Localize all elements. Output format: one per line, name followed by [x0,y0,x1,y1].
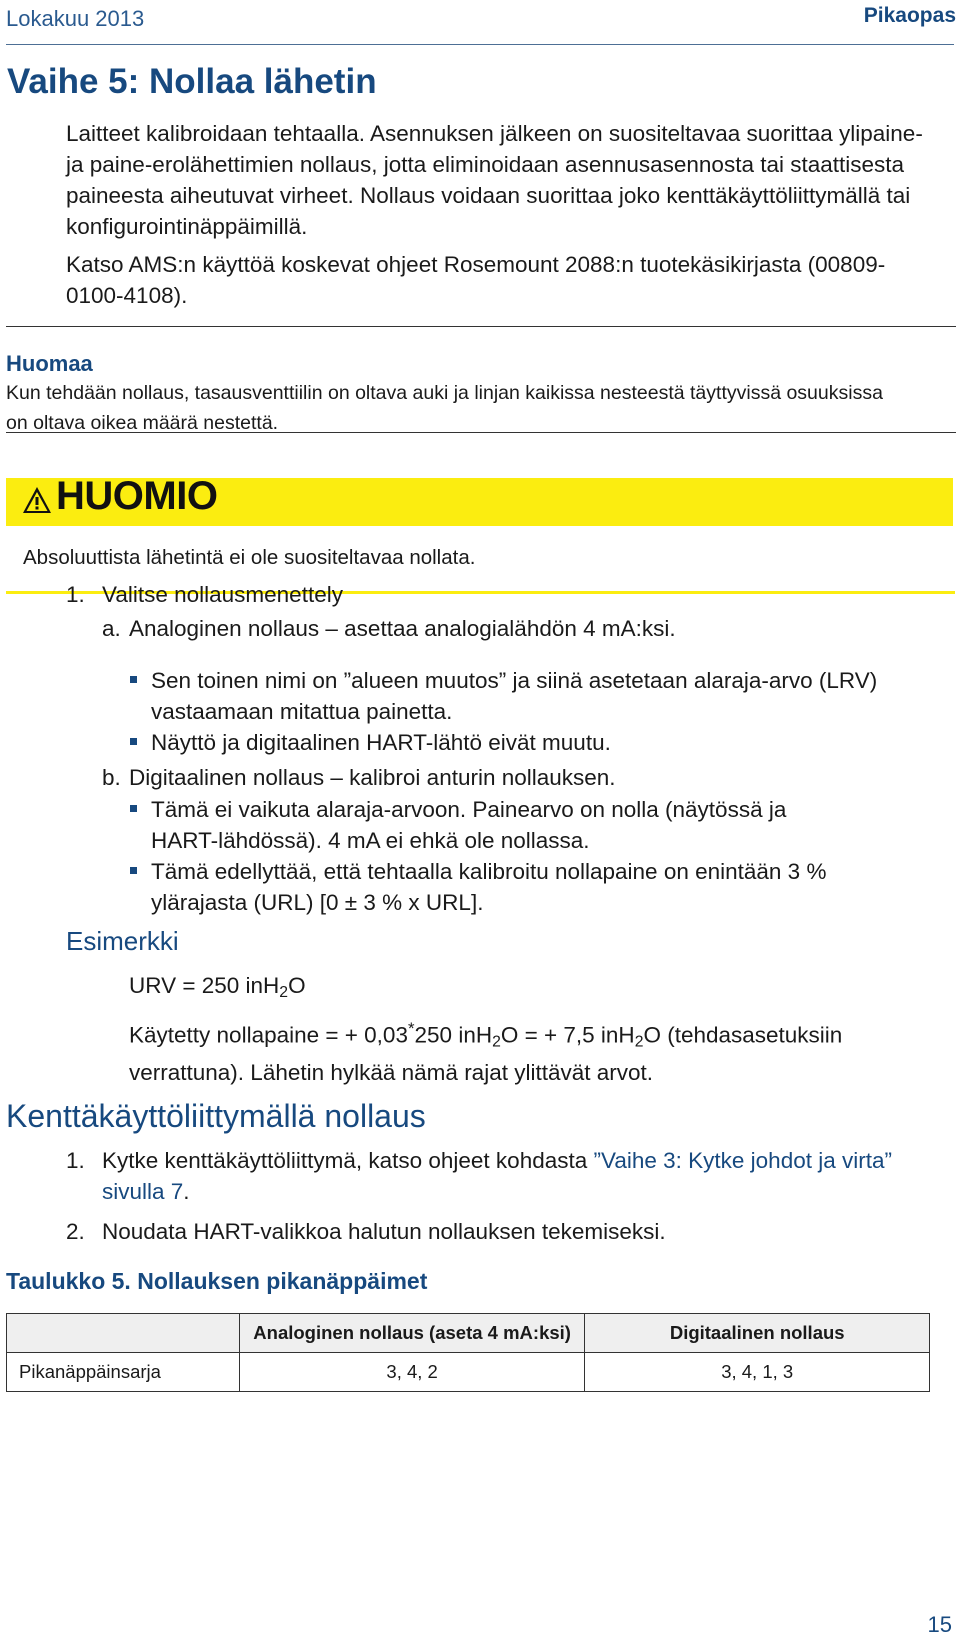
example-title: Esimerkki [66,926,179,956]
example-zero-pressure: Käytetty nollapaine = + 0,03*250 inH$_2$O = + 7,5 inH$_2$O (tehdasasetuksiin verrattuna). Lähetin hylkää nämä rajat ylittävät arvot. [129,1019,843,1086]
table-cell-analog: 3, 4, 2 [239,1353,585,1392]
warning-triangle-icon [22,486,52,514]
substep-b-text: Digitaalinen nollaus – kalibroi anturin nollauksen. [129,765,616,790]
section2-step-1: Kytke kenttäkäyttöliittymä, katso ohjeet kohdasta ”Vaihe 3: Kytke johdot ja virta” sivulla 7. [102,1148,892,1204]
table-header [7,1314,240,1353]
page-title: Vaihe 5: Nollaa lähetin [7,62,377,101]
example-urv: URV = 250 inH$_2$O [129,973,306,1001]
table-header: Digitaalinen nollaus [585,1314,930,1353]
table-header: Analoginen nollaus (aseta 4 mA:ksi) [239,1314,585,1353]
intro-paragraph-2: Katso AMS:n käyttöä koskevat ohjeet Rosemount 2088:n tuotekäsikirjasta (00809-0100-4108). [66,252,886,308]
header-rule [6,44,954,45]
table-row-label: Pikanäppäinsarja [7,1353,240,1392]
substep-a-bullet-1: Sen toinen nimi on ”alueen muutos” ja siinä asetetaan alaraja-arvo (LRV) vastaamaan mitattua painetta. [151,668,878,724]
table-header-row [7,1314,930,1353]
bullet-square-icon [130,738,137,745]
table-row [7,1353,930,1392]
header-date: Lokakuu 2013 [6,6,145,31]
shortcut-table [6,1313,930,1392]
bullet-square-icon [130,805,137,812]
note-text: Kun tehdään nollaus, tasausventtiilin on oltava auki ja linjan kaikissa nesteestä täyttyvissä osuuksissa on oltava oikea määrä nestettä. [6,382,883,434]
step-1-text: Valitse nollausmenettely [102,582,343,607]
intro-paragraph-1: Laitteet kalibroidaan tehtaalla. Asennuksen jälkeen on suositeltavaa suorittaa ylipaine- ja paine-erolähettimien nollaus, jotta eliminoidaan asennusasennosta tai staattisesta paineesta aiheutuvat virheet. Nollaus voidaan suorittaa joko kenttäkäyttöliittymällä tai konfigurointinäppäimillä. [66,121,923,239]
note-title: Huomaa [6,351,93,376]
step-1-number: 1. [66,582,85,607]
caution-title: HUOMIO [56,474,218,518]
page-number: 15 [927,1612,952,1637]
caution-text: Absoluuttista lähetintä ei ole suositeltavaa nollata. [23,546,476,569]
substep-a-label: a. [102,616,121,641]
table-caption: Taulukko 5. Nollauksen pikanäppäimet [6,1268,428,1294]
substep-b-bullet-2: Tämä edellyttää, että tehtaalla kalibroitu nollapaine on enintään 3 % ylärajasta (URL) [0 ± 3 % x URL]. [151,859,827,915]
table-cell-digital: 3, 4, 1, 3 [585,1353,930,1392]
substep-a-bullet-2: Näyttö ja digitaalinen HART-lähtö eivät muutu. [151,730,611,755]
section2-step-2-number: 2. [66,1219,85,1244]
note-bottom-rule [6,432,956,433]
substep-a-text: Analoginen nollaus – asettaa analogialähdön 4 mA:ksi. [129,616,676,641]
section2-step-1-number: 1. [66,1148,85,1173]
bullet-square-icon [130,867,137,874]
note-top-rule [6,326,956,327]
bullet-square-icon [130,676,137,683]
section2-step-2: Noudata HART-valikkoa halutun nollauksen tekemiseksi. [102,1219,666,1244]
section-heading: Kenttäkäyttöliittymällä nollaus [6,1098,426,1134]
page-reference-link[interactable]: ”Vaihe 3: Kytke johdot ja virta” sivulla 7 [102,1148,892,1204]
substep-b-label: b. [102,765,121,790]
header-doc-type: Pikaopas [863,4,956,27]
substep-b-bullet-1: Tämä ei vaikuta alaraja-arvoon. Painearvo on nolla (näytössä ja HART-lähdössä). 4 mA ei ehkä ole nollassa. [151,797,787,853]
